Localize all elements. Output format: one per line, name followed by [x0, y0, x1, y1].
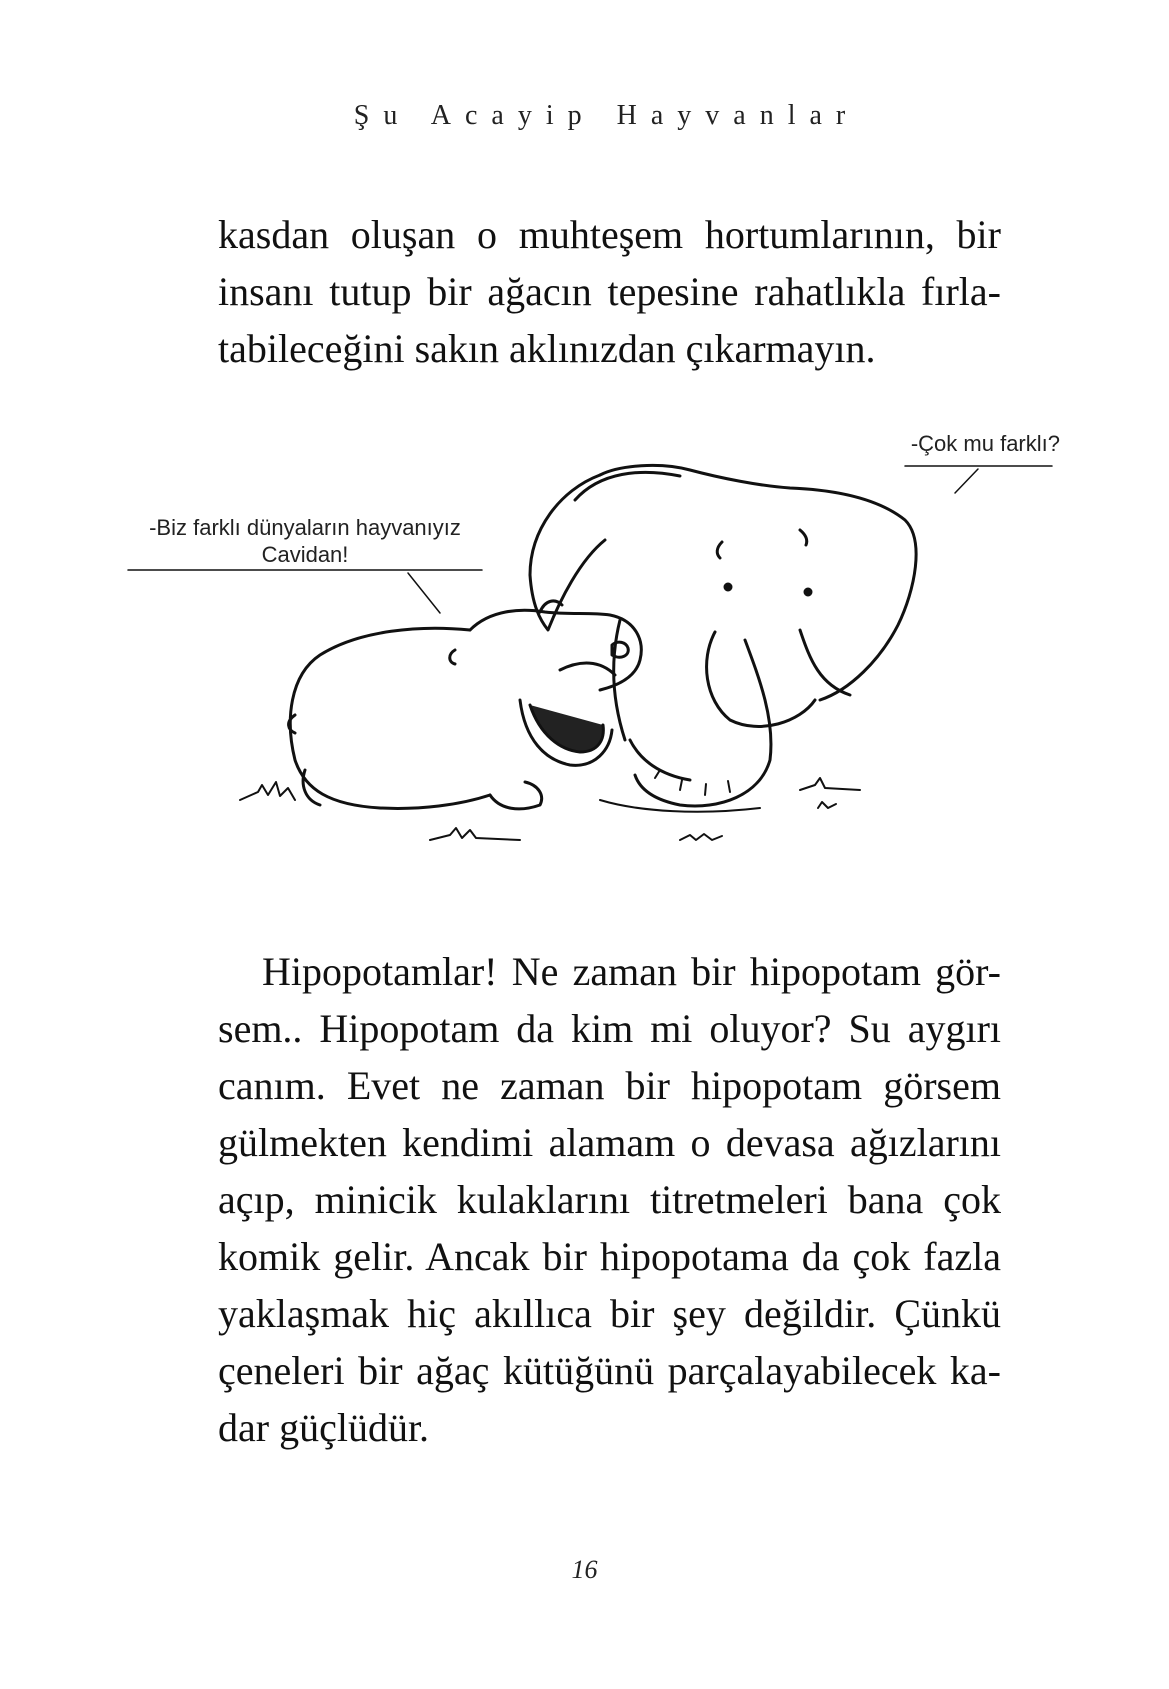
grass-tuft-1 [240, 782, 295, 800]
hippo-speech-line-1: -Biz farklı dünyaların hayvanıyız [149, 515, 461, 540]
elephant-speech-bubble: -Çok mu farklı? [910, 431, 1060, 456]
elephant-eye-left [725, 584, 731, 590]
grass-tuft-2 [430, 828, 520, 840]
elephant-tusk-right [800, 630, 850, 695]
elephant-head-top [575, 472, 680, 500]
hippo-body [290, 628, 490, 808]
grass-tuft-3 [680, 834, 722, 840]
elephant-eye-brow-left [717, 542, 722, 558]
hippo-mouth-inner [530, 705, 603, 752]
grass-tuft-5 [818, 802, 836, 808]
paragraph-hippos: Hipopotamlar! Ne zaman bir hipopotam gör-sem.. Hipopotam da kim mi oluyor? Su aygırı canım. Evet ne zaman bir hipopotam görsem gülmekten kendimi alamam o devasa ağızlarını açıp, minicik kulaklarını titretmeleri bana çok komik gelir. Ancak bir hipopotama da çok fazla yaklaşmak hiç akıllıca bir şey değildir. Çünkü çeneleri bir ağaç kütüğünü parçalayabilecek ka-dar güçlüdür. [218, 949, 1001, 1450]
elephant-speech-pointer [955, 469, 978, 493]
hippo-speech-pointer [408, 573, 440, 613]
hippo-speech-line-2: Cavidan! [261, 542, 349, 567]
elephant-eye-right [805, 589, 811, 595]
elephant-head [600, 465, 916, 700]
elephant-tusk-left [707, 632, 815, 726]
elephant-foot [630, 740, 690, 780]
hippo-speech-bubble [128, 514, 482, 568]
elephant-trunk [635, 640, 771, 806]
hippo-leg-front [490, 782, 542, 809]
hippo-eye [450, 650, 455, 664]
elephant-eye-brow-right [800, 530, 807, 545]
grass-tuft-4 [800, 778, 860, 790]
running-header: Şu Acayip Hayvanlar [353, 100, 860, 131]
paragraph-elephant-trunk: kasdan oluşan o muhteşem hortumlarının, bir insanı tutup bir ağacın tepesine rahatlıkla fırla-tabileceğini sakın aklınızdan çıkarmayın. [218, 212, 1001, 371]
page-number: 16 [571, 1555, 598, 1584]
hippo-mouth-top [560, 663, 615, 675]
